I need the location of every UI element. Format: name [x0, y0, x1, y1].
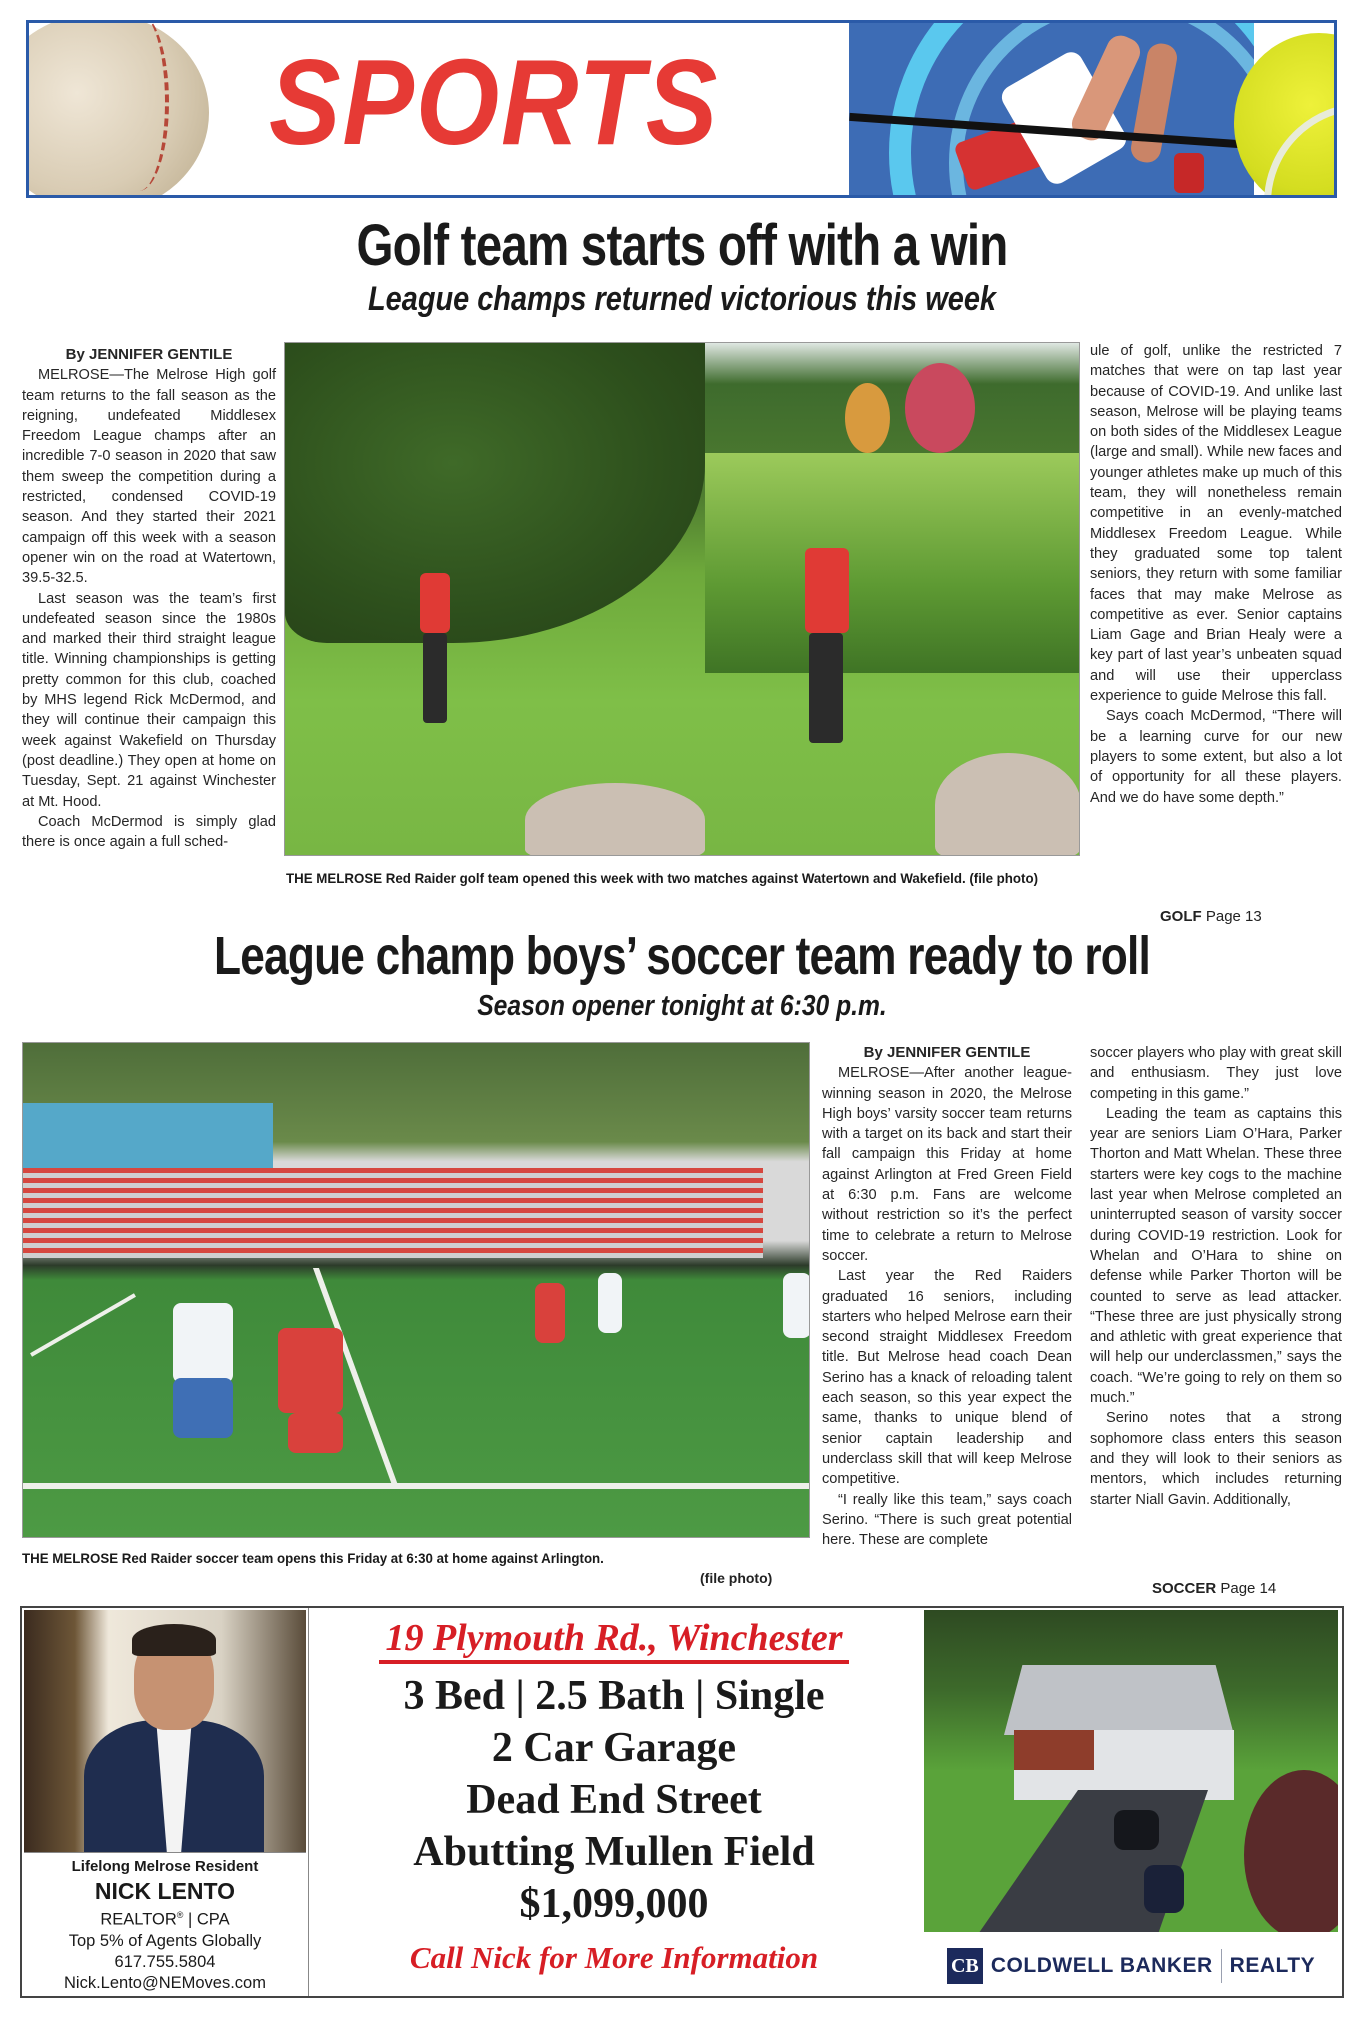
high-jumper-illustration: [849, 23, 1254, 198]
soccer-column-2: [822, 1043, 1072, 1550]
real-estate-ad[interactable]: [20, 1606, 1344, 1998]
soccer-team-photo: [22, 1042, 810, 1538]
jump-section: SOCCER: [1152, 1580, 1217, 1597]
agent-phone[interactable]: 617.755.5804: [114, 1952, 216, 1971]
section-title: SPORTS: [269, 34, 720, 170]
agent-title-prefix: REALTOR: [100, 1910, 177, 1929]
agent-title-suffix: | CPA: [183, 1910, 230, 1929]
soccer-byline: By JENNIFER GENTILE: [863, 1044, 1031, 1061]
golf-jump-line[interactable]: [1160, 908, 1262, 925]
coldwell-banker-logo-icon: CB: [947, 1948, 983, 1984]
golf-paragraph: ule of golf, unlike the restricted 7 matches that were on tap last year because of COVID-19. And unlike last season, Melrose will be playing teams on both sides of the Middlesex League (large and small). While new faces and younger athletes make up much of this team, they will nonetheless remain competitive in an evenly-matched Middlesex Freedom League. While they graduated some top talent seniors, they return with some familiar faces that may make Melrose as competitive as ever. Senior captains Liam Gage and Brian Healy were a key part of last year’s unbeaten squad and will use their upperclass experience to guide Melrose this fall.: [1090, 343, 1342, 705]
golf-headline: Golf team starts off with a win: [356, 213, 1008, 278]
soccer-paragraph: soccer players who play with great skill and enthusiasm. They just love competing in this game.”: [1090, 1045, 1342, 1102]
agent-title: [24, 1905, 306, 1931]
golf-team-photo: [284, 342, 1080, 856]
agent-rank: Top 5% of Agents Globally: [68, 1931, 262, 1950]
listing-price: $1,099,000: [519, 1881, 709, 1927]
golf-byline: By JENNIFER GENTILE: [65, 346, 233, 363]
soccer-paragraph: MELROSE—After another league-winning season in 2020, the Melrose High boys’ varsity soccer team returns with a target on its back and start their fall campaign this Friday at home against Arlington at Fred Green Field at 6:30 p.m. Fans are welcome without restriction so it’s the perfect time to celebrate a return to Melrose soccer.: [822, 1065, 1072, 1264]
listing-address: 19 Plymouth Rd., Winchester: [379, 1616, 848, 1664]
soccer-paragraph: “I really like this team,” says coach Serino. “There is such great potential here. These are complete: [822, 1491, 1072, 1549]
jump-page: Page 13: [1205, 908, 1262, 925]
golf-subhead: League champs returned victorious this week: [368, 280, 996, 318]
golf-column-3: [1090, 341, 1342, 808]
golf-photo-caption: THE MELROSE Red Raider golf team opened this week with two matches against Watertown and Wakefield. (file photo): [286, 870, 1039, 886]
listing-line: 2 Car Garage: [491, 1725, 737, 1771]
soccer-column-3: [1090, 1043, 1342, 1510]
brokerage-logo: [924, 1938, 1338, 1994]
soccer-headline: League champ boys’ soccer team ready to roll: [213, 926, 1150, 986]
agent-photo: [24, 1610, 306, 1852]
soccer-paragraph: Leading the team as captains this year are seniors Liam O’Hara, Parker Thorton and Matt Whelan. These three starters were key cogs to the machine last year when Melrose completed an uninterrupted season of varsity soccer during COVID-19 restriction. Look for Whelan and O’Hara to shine on defense while Parker Thorton will be counted to serve as lead attacker. “These three are just physically strong and athletic with great experience that will help our underclassmen,” says the coach. “We’re going to rely on them so much.”: [1090, 1105, 1342, 1407]
listing-call-to-action: Call Nick for More Information: [409, 1940, 819, 1975]
agent-email[interactable]: Nick.Lento@NEMoves.com: [64, 1973, 266, 1992]
brokerage-suffix: REALTY: [1229, 1954, 1316, 1977]
listing-details: [314, 1616, 914, 1978]
soccer-photo-credit: (file photo): [700, 1570, 773, 1586]
listing-line: Abutting Mullen Field: [413, 1829, 815, 1875]
baseball-icon: [26, 20, 209, 198]
golf-paragraph: Coach McDermod is simply glad there is once again a full sched-: [22, 813, 276, 851]
golf-paragraph: Last season was the team’s first undefeated season since the 1980s and marked their third straight league title. Winning championships is getting pretty common for this club, coached by MHS legend Rick McDermod, and they will continue their campaign this week against Wakefield on Thursday (post deadline.) They open at home on Tuesday, Sept. 21 against Winchester at Mt. Hood.: [22, 590, 276, 810]
golf-paragraph: Says coach McDermod, “There will be a learning curve for our new players to some extent, but also a lot of opportunity for all these players. And we do have some depth.”: [1090, 708, 1342, 806]
listing-line: Dead End Street: [466, 1777, 762, 1823]
sports-banner: [26, 20, 1337, 198]
soccer-jump-line[interactable]: [1152, 1580, 1276, 1597]
soccer-photo-caption: THE MELROSE Red Raider soccer team opens this Friday at 6:30 at home against Arlington.: [22, 1550, 604, 1566]
golf-paragraph: MELROSE—The Melrose High golf team returns to the fall season as the reigning, undefeated Middlesex Freedom League champs after an incredible 7-0 season in 2020 that saw them sweep the competition during a restricted, condensed COVID-19 season. And they started their 2021 campaign off this week with a season opener win on the road at Watertown, 39.5-32.5.: [22, 367, 276, 587]
agent-tagline: Lifelong Melrose Resident: [71, 1858, 259, 1875]
house-photo: [924, 1610, 1338, 1932]
soccer-subhead: Season opener tonight at 6:30 p.m.: [477, 990, 887, 1022]
jump-section: GOLF: [1160, 908, 1202, 925]
soccer-paragraph: Serino notes that a strong sophomore class enters this season and they will look to their seniors as mentors, which includes returning starter Niall Gavin. Additionally,: [1090, 1410, 1342, 1508]
brokerage-name: COLDWELL BANKER: [990, 1954, 1213, 1977]
brokerage-divider: [1221, 1949, 1222, 1983]
soccer-paragraph: Last year the Red Raiders graduated 16 seniors, including starters who helped Melrose earn their second straight Middlesex Freedom title. But Melrose head coach Dean Serino has a knack of reloading talent each season, so this year expect the same, thanks to unique blend of senior captain leadership and underclass skill that will keep Melrose competitive.: [822, 1268, 1072, 1488]
listing-line: 3 Bed | 2.5 Bath | Single: [403, 1673, 825, 1719]
registered-mark: ®: [176, 1910, 184, 1920]
jump-page: Page 14: [1220, 1580, 1277, 1597]
agent-info: [24, 1852, 306, 1994]
golf-column-1: [22, 345, 276, 852]
agent-name: NICK LENTO: [94, 1878, 236, 1904]
